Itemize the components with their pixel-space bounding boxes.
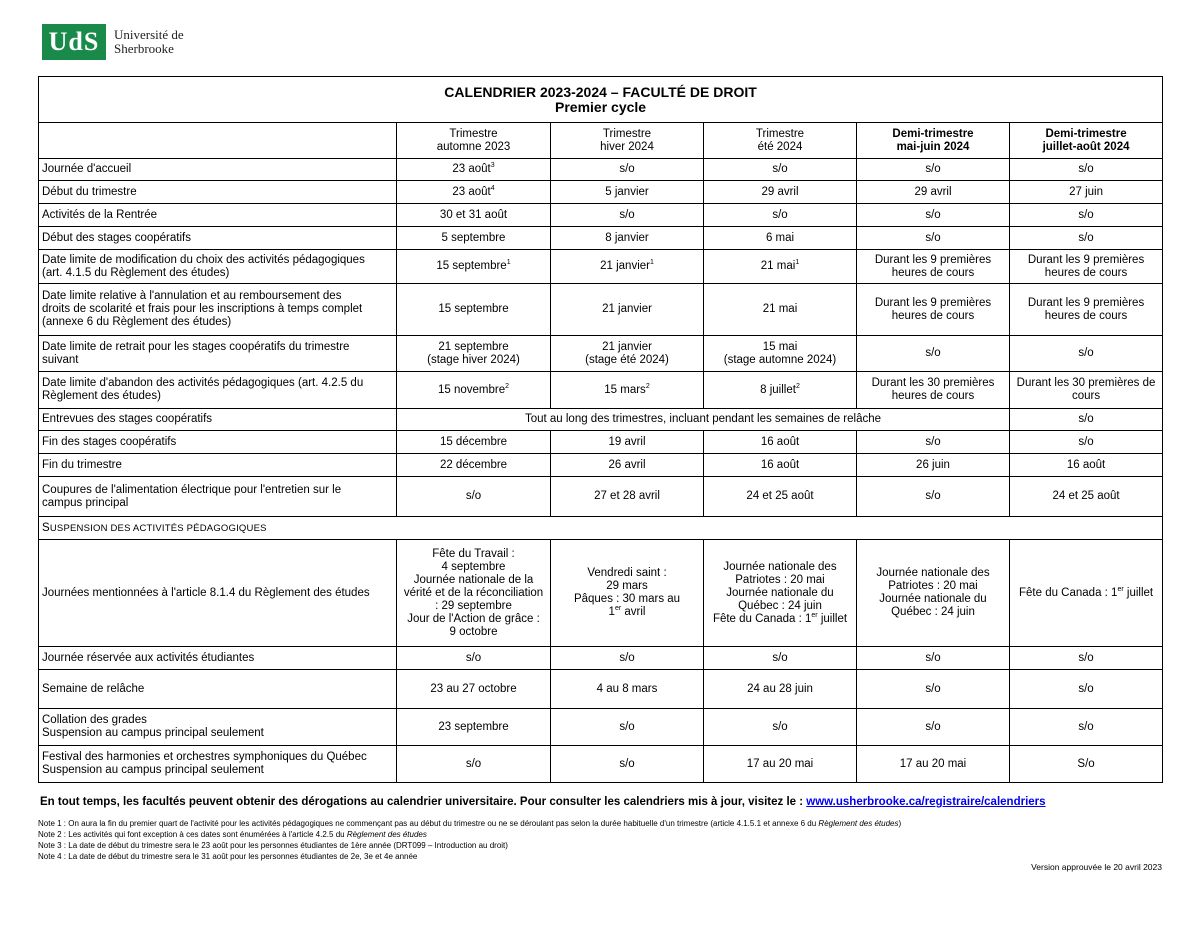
- cell: s/o: [704, 159, 857, 181]
- table-row: [39, 372, 1163, 409]
- row-label: Début des stages coopératifs: [39, 227, 397, 250]
- cell: 6 mai: [704, 227, 857, 250]
- cell: 15 novembre$^2$: [397, 372, 551, 409]
- cell: Durant les 30 premières heures de cours: [857, 372, 1010, 409]
- cell: Durant les 9 premières heures de cours: [1010, 284, 1163, 336]
- cell: 15 mai (stage automne 2024): [704, 336, 857, 372]
- table-row: [39, 709, 1163, 746]
- cell: 15 septembre: [397, 284, 551, 336]
- cell-span: Tout au long des trimestres, incluant pendant les semaines de relâche: [397, 409, 1010, 431]
- header-hiver: Trimestre hiver 2024: [551, 123, 704, 159]
- cell: Fête du Canada : 1er juillet: [1010, 540, 1163, 647]
- row-label: Entrevues des stages coopératifs: [39, 409, 397, 431]
- cell: Journée nationale des Patriotes : 20 mai Journée nationale du Québec : 24 juin: [857, 540, 1010, 647]
- header-empty: [39, 123, 397, 159]
- row-label: Journée d'accueil: [39, 159, 397, 181]
- cell: 29 avril: [704, 181, 857, 204]
- cell: s/o: [704, 204, 857, 227]
- logo-text: [114, 28, 184, 56]
- row-label: Coupures de l'alimentation électrique pour l'entretien sur le campus principal: [39, 477, 397, 517]
- header-juillet-aout: Demi-trimestre juillet-août 2024: [1010, 123, 1163, 159]
- note-3: Note 3 : La date de début du trimestre sera le 23 août pour les personnes étudiantes de 1ère année (DRT099 – Introduction au droit): [38, 841, 508, 850]
- cell: 27 et 28 avril: [551, 477, 704, 517]
- cell: 23 août$^4$: [397, 181, 551, 204]
- cell: 5 janvier: [551, 181, 704, 204]
- cell: s/o: [857, 670, 1010, 709]
- cell: s/o: [1010, 336, 1163, 372]
- cell: 15 mars$^2$: [551, 372, 704, 409]
- cell: 8 janvier: [551, 227, 704, 250]
- cell: 15 septembre$^1$: [397, 250, 551, 284]
- row-label: Semaine de relâche: [39, 670, 397, 709]
- page-subtitle: Premier cycle: [555, 98, 647, 115]
- table-row: [39, 431, 1163, 454]
- header-row: [39, 123, 1163, 159]
- header-mai-juin: Demi-trimestre mai-juin 2024: [857, 123, 1010, 159]
- cell: s/o: [1010, 227, 1163, 250]
- cell: Durant les 9 premières heures de cours: [857, 250, 1010, 284]
- cell: s/o: [1010, 670, 1163, 709]
- cell: s/o: [1010, 647, 1163, 670]
- cell: s/o: [857, 336, 1010, 372]
- cell: 26 avril: [551, 454, 704, 477]
- cell: Journée nationale des Patriotes : 20 mai Journée nationale du Québec : 24 juin Fête du Canada : 1er juillet: [704, 540, 857, 647]
- cell: s/o: [857, 431, 1010, 454]
- cell: s/o: [857, 227, 1010, 250]
- cell: 29 avril: [857, 181, 1010, 204]
- cell: s/o: [1010, 431, 1163, 454]
- cell: s/o: [551, 746, 704, 783]
- cell: s/o: [397, 477, 551, 517]
- cell: s/o: [857, 709, 1010, 746]
- cell: s/o: [551, 204, 704, 227]
- cell: 21 mai: [704, 284, 857, 336]
- note-2: Note 2 : Les activités qui font exception à ces dates sont énumérées à l'article 4.2.5 du Règlement des études: [38, 830, 427, 839]
- version-note: Version approuvée le 20 avril 2023: [1031, 862, 1162, 872]
- row-label: Collation des grades Suspension au campus principal seulement: [39, 709, 397, 746]
- cell: 16 août: [704, 454, 857, 477]
- footer-statement: [40, 796, 1046, 808]
- cell: Durant les 30 premières de cours: [1010, 372, 1163, 409]
- table-row: [39, 746, 1163, 783]
- cell: 21 septembre (stage hiver 2024): [397, 336, 551, 372]
- page-title: CALENDRIER 2023-2024 – FACULTÉ DE DROIT: [444, 83, 757, 100]
- row-label: Fin des stages coopératifs: [39, 431, 397, 454]
- cell: 21 mai$^1$: [704, 250, 857, 284]
- cell: 4 au 8 mars: [551, 670, 704, 709]
- cell: 24 au 28 juin: [704, 670, 857, 709]
- cell: s/o: [551, 159, 704, 181]
- table-row: [39, 409, 1163, 431]
- cell: s/o: [704, 709, 857, 746]
- cell: 16 août: [1010, 454, 1163, 477]
- table-row: [39, 181, 1163, 204]
- cell: s/o: [857, 647, 1010, 670]
- cell: 23 au 27 octobre: [397, 670, 551, 709]
- cell: s/o: [857, 159, 1010, 181]
- cell: Durant les 9 premières heures de cours: [1010, 250, 1163, 284]
- table-row: [39, 670, 1163, 709]
- row-label: Fin du trimestre: [39, 454, 397, 477]
- cell: 21 janvier (stage été 2024): [551, 336, 704, 372]
- table-row: [39, 250, 1163, 284]
- note-1: Note 1 : On aura la fin du premier quart de l'activité pour les activités pédagogiques ne commençant pas au début du trimestre ou ne se déroulant pas selon la durée habituelle d'un trimestre (article 4.1.5.1 et annexe 6 du Règlement des études): [38, 819, 902, 828]
- cell: s/o: [857, 477, 1010, 517]
- cell: 22 décembre: [397, 454, 551, 477]
- calendar-table: [38, 76, 1163, 783]
- logo-line1: Université de: [114, 27, 184, 42]
- section-row: [39, 517, 1163, 540]
- cell: Vendredi saint : 29 mars Pâques : 30 mars au 1er avril: [551, 540, 704, 647]
- cell: s/o: [551, 709, 704, 746]
- table-row: [39, 204, 1163, 227]
- row-label: Début du trimestre: [39, 181, 397, 204]
- footer-text: En tout temps, les facultés peuvent obtenir des dérogations au calendrier universitaire. Pour consulter les calendriers mis à jour, visitez le :: [40, 796, 807, 808]
- table-row: [39, 159, 1163, 181]
- cell: s/o: [1010, 204, 1163, 227]
- table-row: [39, 477, 1163, 517]
- cell: 8 juillet$^2$: [704, 372, 857, 409]
- cell: s/o: [397, 746, 551, 783]
- cell: 23 septembre: [397, 709, 551, 746]
- cell: 21 janvier: [551, 284, 704, 336]
- section-heading: SUSPENSION DES ACTIVITÉS PÉDAGOGIQUES: [39, 517, 1163, 540]
- calendars-link[interactable]: www.usherbrooke.ca/registraire/calendriers: [806, 796, 1046, 808]
- table-row: [39, 647, 1163, 670]
- cell: 21 janvier$^1$: [551, 250, 704, 284]
- logo-mark: UdS: [42, 24, 106, 60]
- cell: 16 août: [704, 431, 857, 454]
- table-row: [39, 336, 1163, 372]
- cell: 27 juin: [1010, 181, 1163, 204]
- row-label: Festival des harmonies et orchestres symphoniques du Québec Suspension au campus principal seulement: [39, 746, 397, 783]
- cell: 23 août$^3$: [397, 159, 551, 181]
- cell: 17 au 20 mai: [704, 746, 857, 783]
- row-label: Date limite relative à l'annulation et au remboursement des droits de scolarité et frais pour les inscriptions à temps complet (annexe 6 du Règlement des études): [39, 284, 397, 336]
- row-label: Activités de la Rentrée: [39, 204, 397, 227]
- row-label: Journée réservée aux activités étudiantes: [39, 647, 397, 670]
- header-ete: Trimestre été 2024: [704, 123, 857, 159]
- cell: s/o: [551, 647, 704, 670]
- logo-line2: Sherbrooke: [114, 41, 174, 56]
- cell: s/o: [1010, 709, 1163, 746]
- cell: 5 septembre: [397, 227, 551, 250]
- row-label: Date limite de retrait pour les stages coopératifs du trimestre suivant: [39, 336, 397, 372]
- table-row: [39, 540, 1163, 647]
- table-row: [39, 284, 1163, 336]
- cell: s/o: [704, 647, 857, 670]
- header-automne: Trimestre automne 2023: [397, 123, 551, 159]
- row-label: Journées mentionnées à l'article 8.1.4 du Règlement des études: [39, 540, 397, 647]
- cell: 15 décembre: [397, 431, 551, 454]
- cell: Fête du Travail : 4 septembre Journée nationale de la vérité et de la réconciliation : 29 septembre Jour de l'Action de grâce : 9 octobre: [397, 540, 551, 647]
- cell: 30 et 31 août: [397, 204, 551, 227]
- cell: Durant les 9 premières heures de cours: [857, 284, 1010, 336]
- cell: 26 juin: [857, 454, 1010, 477]
- notes: [38, 818, 901, 862]
- note-4: Note 4 : La date de début du trimestre sera le 31 août pour les personnes étudiantes de 2e, 3e et 4e année: [38, 852, 418, 861]
- cell: s/o: [1010, 159, 1163, 181]
- university-logo: [42, 22, 184, 62]
- cell: s/o: [857, 204, 1010, 227]
- cell: 17 au 20 mai: [857, 746, 1010, 783]
- cell: 24 et 25 août: [1010, 477, 1163, 517]
- cell: s/o: [397, 647, 551, 670]
- cell: 19 avril: [551, 431, 704, 454]
- cell: s/o: [1010, 409, 1163, 431]
- row-label: Date limite de modification du choix des activités pédagogiques (art. 4.1.5 du Règlement des études): [39, 250, 397, 284]
- cell: 24 et 25 août: [704, 477, 857, 517]
- table-row: [39, 454, 1163, 477]
- title-row: [39, 77, 1163, 123]
- table-row: [39, 227, 1163, 250]
- cell: S/o: [1010, 746, 1163, 783]
- row-label: Date limite d'abandon des activités pédagogiques (art. 4.2.5 du Règlement des études): [39, 372, 397, 409]
